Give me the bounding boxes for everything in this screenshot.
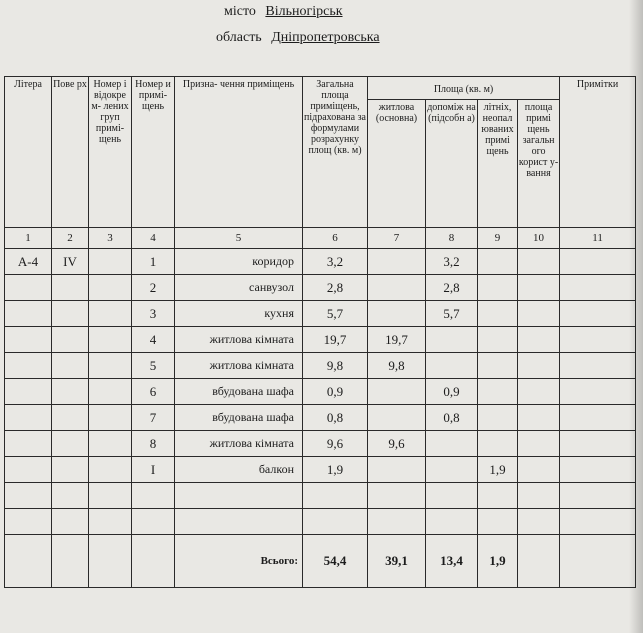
cell-total-area: 9,8 — [303, 353, 368, 379]
table-body — [5, 249, 636, 535]
cell-auxiliary: 2,8 — [426, 275, 478, 301]
cell-notes — [560, 483, 636, 509]
cell-purpose — [175, 509, 303, 535]
region-value: Дніпропетровська — [271, 30, 380, 45]
cell-purpose: кухня — [175, 301, 303, 327]
cell-purpose: житлова кімната — [175, 327, 303, 353]
cell-purpose: вбудована шафа — [175, 379, 303, 405]
cell-floor — [52, 353, 89, 379]
cell-living: 9,6 — [368, 431, 426, 457]
col-number: 10 — [518, 228, 560, 249]
totals-summer: 1,9 — [478, 535, 518, 588]
cell-summer — [478, 431, 518, 457]
col-number: 5 — [175, 228, 303, 249]
cell-group — [89, 327, 132, 353]
cell-group — [89, 483, 132, 509]
cell-floor — [52, 509, 89, 535]
table-row — [5, 457, 636, 483]
cell-common — [518, 457, 560, 483]
cell-summer — [478, 405, 518, 431]
col-number: 7 — [368, 228, 426, 249]
header-room-number: Номер и примі- щень — [132, 77, 175, 228]
cell-total-area: 5,7 — [303, 301, 368, 327]
cell-litera — [5, 431, 52, 457]
cell-litera — [5, 483, 52, 509]
cell-purpose: балкон — [175, 457, 303, 483]
cell-common — [518, 509, 560, 535]
cell-notes — [560, 405, 636, 431]
cell-group — [89, 405, 132, 431]
cell-notes — [560, 431, 636, 457]
cell-common — [518, 353, 560, 379]
cell-room: 8 — [132, 431, 175, 457]
cell-purpose: житлова кімната — [175, 353, 303, 379]
totals-cell-empty — [52, 535, 89, 588]
cell-summer — [478, 483, 518, 509]
table-row — [5, 431, 636, 457]
header-litera: Літера — [5, 77, 52, 228]
cell-floor — [52, 405, 89, 431]
cell-common — [518, 483, 560, 509]
cell-living — [368, 483, 426, 509]
totals-living: 39,1 — [368, 535, 426, 588]
cell-litera — [5, 353, 52, 379]
cell-notes — [560, 353, 636, 379]
cell-room — [132, 509, 175, 535]
cell-common — [518, 249, 560, 275]
cell-auxiliary — [426, 483, 478, 509]
cell-floor — [52, 301, 89, 327]
cell-notes — [560, 275, 636, 301]
header-purpose: Призна- чення приміщень — [175, 77, 303, 228]
col-number: 4 — [132, 228, 175, 249]
cell-room: 6 — [132, 379, 175, 405]
col-number: 1 — [5, 228, 52, 249]
cell-total-area: 0,8 — [303, 405, 368, 431]
header-auxiliary: допоміж на (підсобн а) — [426, 100, 478, 228]
cell-room: 5 — [132, 353, 175, 379]
cell-common — [518, 275, 560, 301]
cell-summer — [478, 379, 518, 405]
cell-living — [368, 405, 426, 431]
cell-litera — [5, 275, 52, 301]
col-number: 3 — [89, 228, 132, 249]
cell-litera — [5, 379, 52, 405]
cell-total-area: 3,2 — [303, 249, 368, 275]
cell-purpose: коридор — [175, 249, 303, 275]
col-number: 2 — [52, 228, 89, 249]
cell-summer — [478, 275, 518, 301]
totals-total-area: 54,4 — [303, 535, 368, 588]
cell-summer — [478, 509, 518, 535]
cell-litera — [5, 509, 52, 535]
header-total-area: Загальна площа приміщень, підрахована за формулами розрахунку площ (кв. м) — [303, 77, 368, 228]
table-row — [5, 353, 636, 379]
region-label: область — [216, 30, 262, 45]
cell-auxiliary — [426, 353, 478, 379]
cell-living — [368, 275, 426, 301]
cell-total-area: 2,8 — [303, 275, 368, 301]
cell-group — [89, 457, 132, 483]
cell-common — [518, 327, 560, 353]
col-number: 11 — [560, 228, 636, 249]
table-row — [5, 301, 636, 327]
totals-row — [5, 535, 636, 588]
header-common: площа примі щень загальн ого корист у- вання — [518, 100, 560, 228]
cell-total-area: 1,9 — [303, 457, 368, 483]
header-floor: Пове рх — [52, 77, 89, 228]
cell-auxiliary — [426, 457, 478, 483]
cell-total-area: 9,6 — [303, 431, 368, 457]
totals-label: Всього: — [175, 535, 303, 588]
cell-notes — [560, 301, 636, 327]
cell-living — [368, 249, 426, 275]
cell-auxiliary: 0,9 — [426, 379, 478, 405]
cell-common — [518, 405, 560, 431]
cell-litera — [5, 301, 52, 327]
cell-floor: IV — [52, 249, 89, 275]
table-row — [5, 275, 636, 301]
cell-group — [89, 509, 132, 535]
col-number: 6 — [303, 228, 368, 249]
header-notes: Примітки — [560, 77, 636, 228]
cell-auxiliary: 5,7 — [426, 301, 478, 327]
explication-table — [4, 76, 636, 588]
cell-summer — [478, 249, 518, 275]
col-number: 9 — [478, 228, 518, 249]
cell-living — [368, 457, 426, 483]
cell-floor — [52, 431, 89, 457]
totals-cell-empty — [89, 535, 132, 588]
city-value: Вільногірськ — [265, 4, 343, 19]
col-number: 8 — [426, 228, 478, 249]
cell-group — [89, 431, 132, 457]
cell-group — [89, 249, 132, 275]
table-row — [5, 379, 636, 405]
city-line — [224, 4, 343, 20]
table-row — [5, 509, 636, 535]
cell-floor — [52, 457, 89, 483]
cell-purpose: житлова кімната — [175, 431, 303, 457]
cell-notes — [560, 379, 636, 405]
cell-floor — [52, 379, 89, 405]
cell-group — [89, 353, 132, 379]
cell-summer — [478, 327, 518, 353]
cell-total-area — [303, 483, 368, 509]
cell-auxiliary — [426, 431, 478, 457]
cell-room: I — [132, 457, 175, 483]
cell-summer: 1,9 — [478, 457, 518, 483]
cell-notes — [560, 327, 636, 353]
cell-notes — [560, 457, 636, 483]
cell-living — [368, 509, 426, 535]
cell-group — [89, 275, 132, 301]
cell-floor — [52, 275, 89, 301]
cell-room: 1 — [132, 249, 175, 275]
cell-auxiliary: 3,2 — [426, 249, 478, 275]
table-row — [5, 405, 636, 431]
table-row — [5, 483, 636, 509]
region-line — [216, 30, 380, 46]
totals-cell-empty — [5, 535, 52, 588]
totals-cell-empty — [132, 535, 175, 588]
cell-purpose: вбудована шафа — [175, 405, 303, 431]
cell-notes — [560, 249, 636, 275]
cell-floor — [52, 483, 89, 509]
cell-summer — [478, 353, 518, 379]
cell-purpose — [175, 483, 303, 509]
cell-common — [518, 379, 560, 405]
cell-common — [518, 301, 560, 327]
cell-litera: А-4 — [5, 249, 52, 275]
cell-common — [518, 431, 560, 457]
table-row — [5, 327, 636, 353]
header-area-group: Площа (кв. м) — [368, 77, 560, 100]
totals-common — [518, 535, 560, 588]
cell-litera — [5, 405, 52, 431]
cell-group — [89, 379, 132, 405]
totals-auxiliary: 13,4 — [426, 535, 478, 588]
header-living: житлова (основна) — [368, 100, 426, 228]
cell-living — [368, 379, 426, 405]
cell-auxiliary — [426, 509, 478, 535]
explication-table-wrap — [4, 76, 635, 588]
cell-room: 7 — [132, 405, 175, 431]
cell-group — [89, 301, 132, 327]
city-label: місто — [224, 4, 256, 19]
cell-room: 2 — [132, 275, 175, 301]
header-group-number: Номер і відокре м- лених груп примі- щень — [89, 77, 132, 228]
cell-auxiliary: 0,8 — [426, 405, 478, 431]
table-row — [5, 249, 636, 275]
cell-room — [132, 483, 175, 509]
cell-purpose: санвузол — [175, 275, 303, 301]
header-summer: літніх, неопал юваних примі щень — [478, 100, 518, 228]
cell-room: 3 — [132, 301, 175, 327]
cell-litera — [5, 457, 52, 483]
cell-total-area: 19,7 — [303, 327, 368, 353]
cell-summer — [478, 301, 518, 327]
cell-auxiliary — [426, 327, 478, 353]
cell-living: 9,8 — [368, 353, 426, 379]
totals-notes — [560, 535, 636, 588]
cell-living: 19,7 — [368, 327, 426, 353]
cell-total-area — [303, 509, 368, 535]
cell-litera — [5, 327, 52, 353]
cell-floor — [52, 327, 89, 353]
cell-living — [368, 301, 426, 327]
cell-total-area: 0,9 — [303, 379, 368, 405]
cell-notes — [560, 509, 636, 535]
cell-room: 4 — [132, 327, 175, 353]
